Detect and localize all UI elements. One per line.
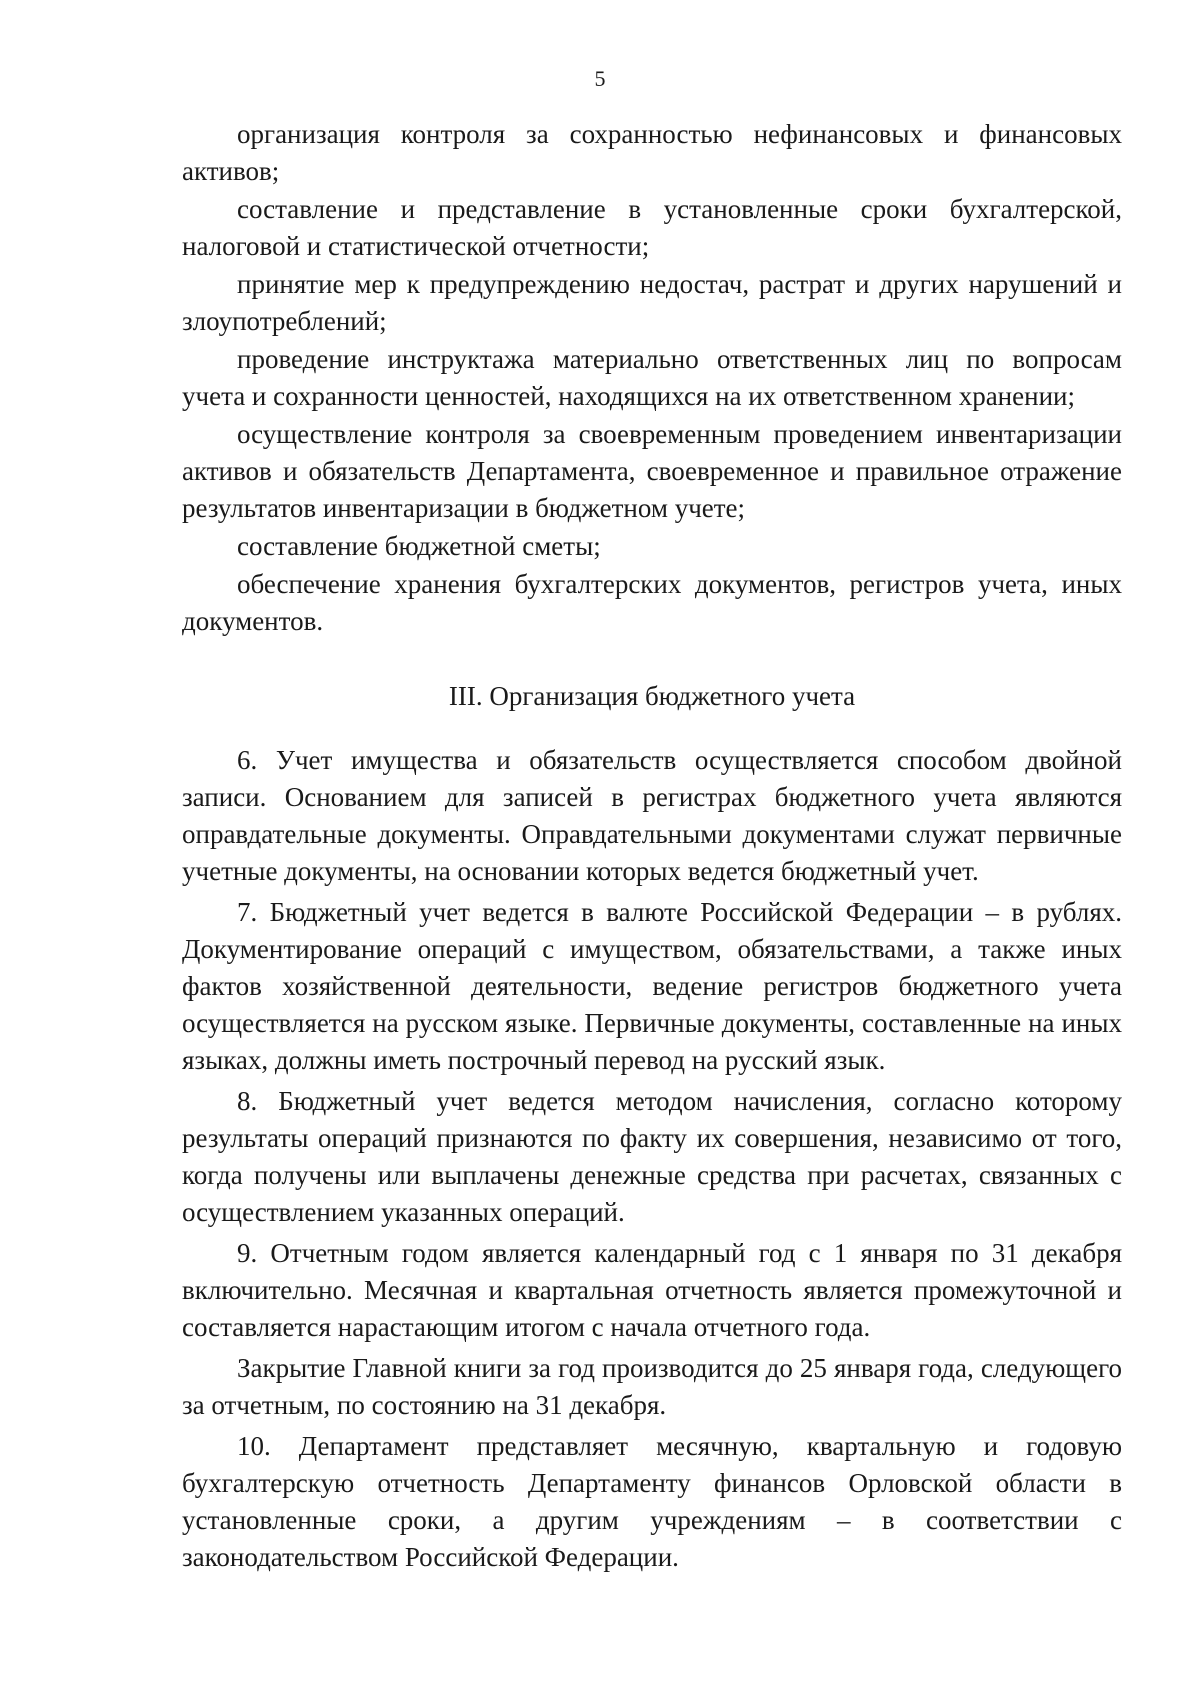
paragraph-item-10: 10. Департамент представляет месячную, квартальную и годовую бухгалтерскую отчетность Департаменту финансов Орловской области в установленные сроки, а другим учреждениям – в соответствии с законодательством Российской Федерации. bbox=[182, 1431, 1122, 1572]
paragraph-item-9: 9. Отчетным годом является календарный год с 1 января по 31 декабря включительно. Месячная и квартальная отчетность является промежуточной и составляется нарастающим итогом с начала отчетного года. bbox=[182, 1238, 1122, 1342]
paragraph-item-7: 7. Бюджетный учет ведется в валюте Российской Федерации – в рублях. Документирование операций с имуществом, обязательствами, а также иных фактов хозяйственной деятельности, ведение регистров бюджетного учета осуществляется на русском языке. Первичные документы, составленные на иных языках, должны иметь построчный перевод на русский язык. bbox=[182, 897, 1122, 1075]
upper-text-block bbox=[182, 116, 1122, 641]
lower-text-block bbox=[182, 742, 1122, 1580]
paragraph-document-storage: обеспечение хранения бухгалтерских документов, регистров учета, иных документов. bbox=[182, 569, 1122, 636]
paragraph-item-6: 6. Учет имущества и обязательств осуществляется способом двойной записи. Основанием для записей в регистрах бюджетного учета являются оправдательные документы. Оправдательными документами служат первичные учетные документы, на основании которых ведется бюджетный учет. bbox=[182, 745, 1122, 886]
paragraph-briefing: проведение инструктажа материально ответственных лиц по вопросам учета и сохранности ценностей, находящихся на их ответственном хранении; bbox=[182, 344, 1122, 411]
paragraph-budget-estimate: составление бюджетной сметы; bbox=[237, 531, 601, 561]
paragraph-prevention: принятие мер к предупреждению недостач, растрат и других нарушений и злоупотреблений; bbox=[182, 269, 1122, 336]
paragraph-inventory-control: осуществление контроля за своевременным проведением инвентаризации активов и обязательств Департамента, своевременное и правильное отражение результатов инвентаризации в бюджетном учете; bbox=[182, 419, 1122, 523]
paragraph-ledger-closing: Закрытие Главной книги за год производится до 25 января года, следующего за отчетным, по состоянию на 31 декабря. bbox=[182, 1353, 1122, 1420]
paragraph-item-8: 8. Бюджетный учет ведется методом начисления, согласно которому результаты операций признаются по факту их совершения, независимо от того, когда получены или выплачены денежные средства при расчетах, связанных с осуществлением указанных операций. bbox=[182, 1086, 1122, 1227]
paragraph-control-assets: организация контроля за сохранностью нефинансовых и финансовых активов; bbox=[182, 119, 1122, 186]
section-heading: III. Организация бюджетного учета bbox=[448, 681, 856, 711]
page-number: 5 bbox=[594, 66, 606, 91]
paragraph-reporting: составление и представление в установленные сроки бухгалтерской, налоговой и статистической отчетности; bbox=[182, 194, 1122, 261]
